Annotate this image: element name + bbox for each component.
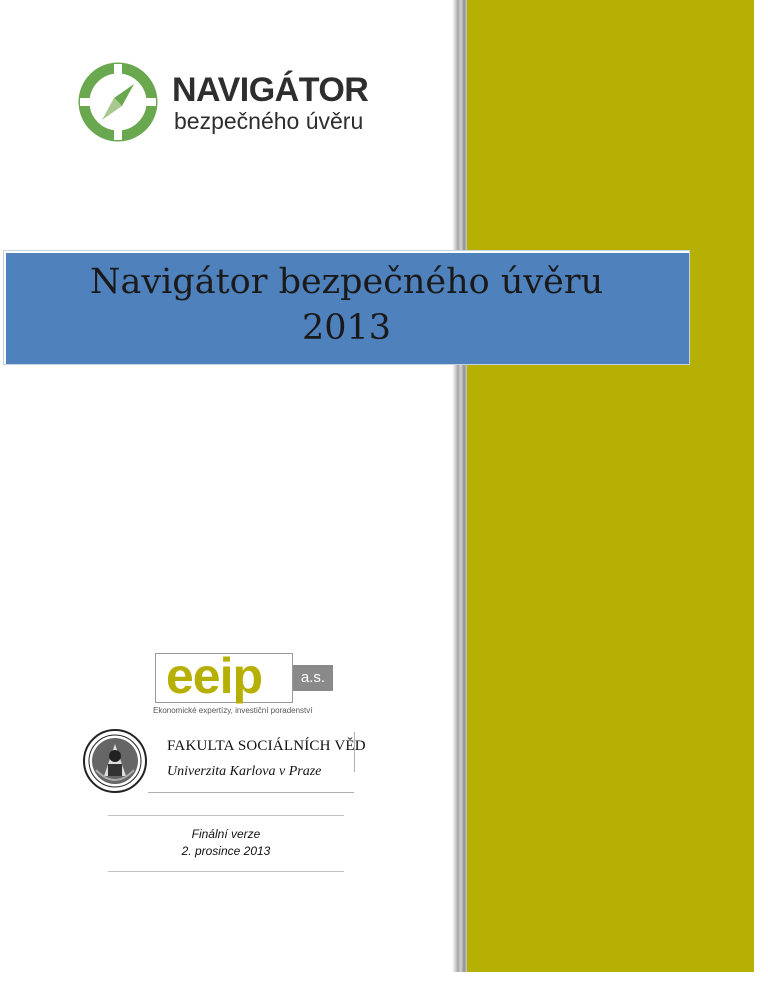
eeip-logo-box [155,648,293,704]
title-banner [3,250,690,365]
eeip-suffix: a.s. [293,665,333,691]
side-panel-edge [452,0,467,972]
logo-subtitle: bezpečného úvěru [174,108,364,134]
faculty-name: FAKULTA SOCIÁLNÍCH VĚD [167,738,366,754]
divider-top [108,815,344,816]
version-date: 2. prosince 2013 [181,844,271,858]
side-panel [467,0,754,972]
compass-icon [78,62,158,142]
document-title [4,259,689,351]
divider-bottom [108,871,344,872]
eeip-wordmark: eeip [166,648,263,704]
university-name: Univerzita Karlova v Praze [167,764,322,779]
navigator-logo [78,62,378,142]
version-label: Finální verze [191,827,261,841]
faculty-divider-horizontal [148,792,354,793]
version-block [108,826,344,860]
logo-title: NAVIGÁTOR [172,71,369,109]
document-title-line1: Navigátor bezpečného úvěru [89,262,604,302]
eeip-logo [153,648,333,715]
university-seal-icon [82,728,148,794]
eeip-tagline: Ekonomické expertízy, investiční poradenství [153,706,313,715]
document-title-line2: 2013 [301,308,392,348]
faculty-logo [82,728,366,794]
